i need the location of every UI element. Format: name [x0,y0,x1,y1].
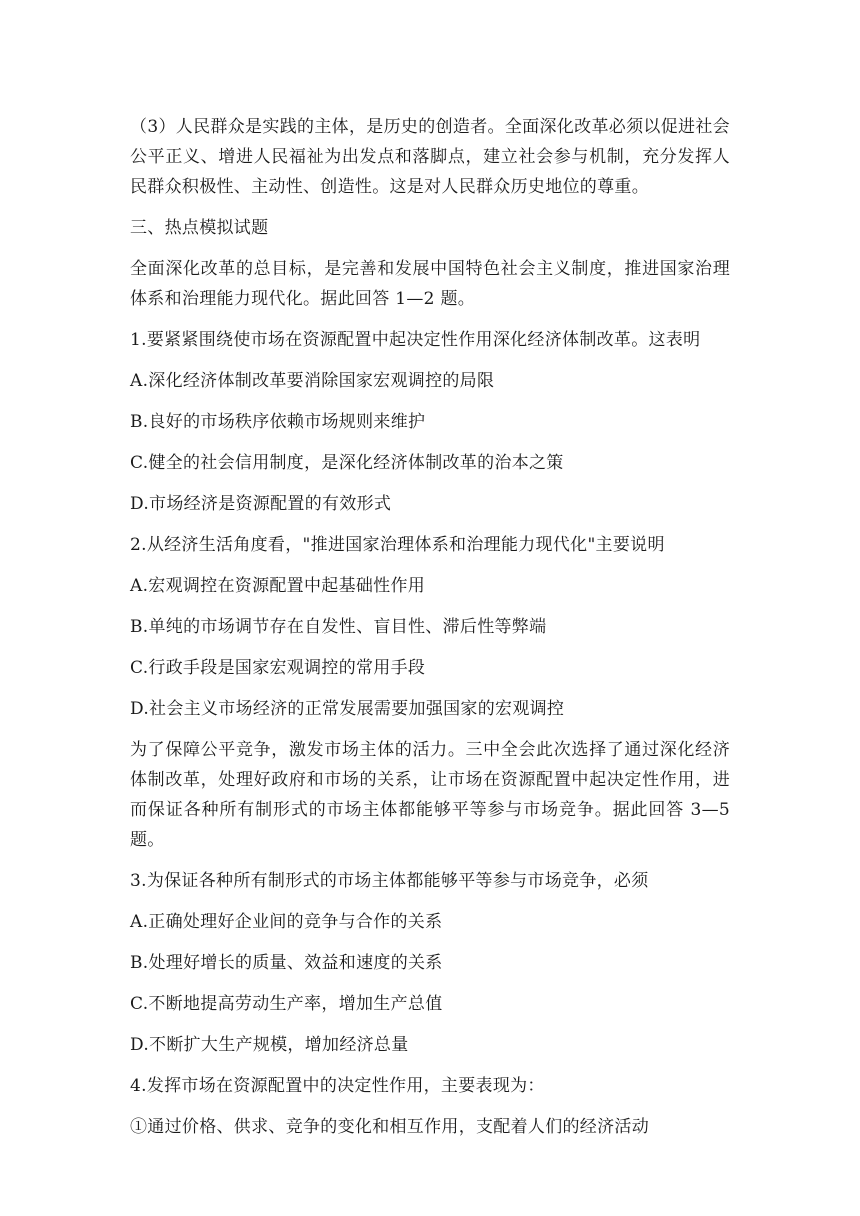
question-3-option-a: A.正确处理好企业间的竞争与合作的关系 [130,912,443,932]
question-3-stem: 3.为保证各种所有制形式的市场主体都能够平等参与市场竞争，必须 [130,871,649,891]
question-3-option-b: B.处理好增长的质量、效益和速度的关系 [130,953,443,973]
question-2-option-d: D.社会主义市场经济的正常发展需要加强国家的宏观调控 [130,699,565,719]
section-heading: 三、热点模拟试题 [130,218,269,238]
question-1-stem: 1.要紧紧围绕使市场在资源配置中起决定性作用深化经济体制改革。这表明 [130,330,701,350]
question-intro-1-2: 全面深化改革的总目标，是完善和发展中国特色社会主义制度，推进国家治理体系和治理能力现代化。据此回答 1—2 题。 [130,259,730,309]
question-2-option-a: A.宏观调控在资源配置中起基础性作用 [130,576,426,596]
question-4-item-1: ①通过价格、供求、竞争的变化和相互作用，支配着人们的经济活动 [130,1117,649,1137]
question-3-option-c: C.不断地提高劳动生产率，增加生产总值 [130,994,443,1014]
question-1-option-a: A.深化经济体制改革要消除国家宏观调控的局限 [130,371,495,391]
paragraph-people-masses: （3）人民群众是实践的主体，是历史的创造者。全面深化改革必须以促进社会公平正义、增进人民福祉为出发点和落脚点，建立社会参与机制，充分发挥人民群众积极性、主动性、创造性。这是对人民群众历史地位的尊重。 [130,117,730,197]
question-2-option-b: B.单纯的市场调节存在自发性、盲目性、滞后性等弊端 [130,617,547,637]
question-4-stem: 4.发挥市场在资源配置中的决定性作用，主要表现为： [130,1076,545,1096]
question-2-stem: 2.从经济生活角度看，"推进国家治理体系和治理能力现代化"主要说明 [130,535,665,555]
question-1-option-b: B.良好的市场秩序依赖市场规则来维护 [130,412,426,432]
question-1-option-c: C.健全的社会信用制度，是深化经济体制改革的治本之策 [130,453,564,473]
question-1-option-d: D.市场经济是资源配置的有效形式 [130,494,392,514]
question-3-option-d: D.不断扩大生产规模，增加经济总量 [130,1035,409,1055]
question-intro-3-5: 为了保障公平竞争，激发市场主体的活力。三中全会此次选择了通过深化经济体制改革，处理好政府和市场的关系，让市场在资源配置中起决定性作用，进而保证各种所有制形式的市场主体都能够平等参与市场竞争。据此回答 3—5 题。 [130,740,730,850]
question-2-option-c: C.行政手段是国家宏观调控的常用手段 [130,658,426,678]
